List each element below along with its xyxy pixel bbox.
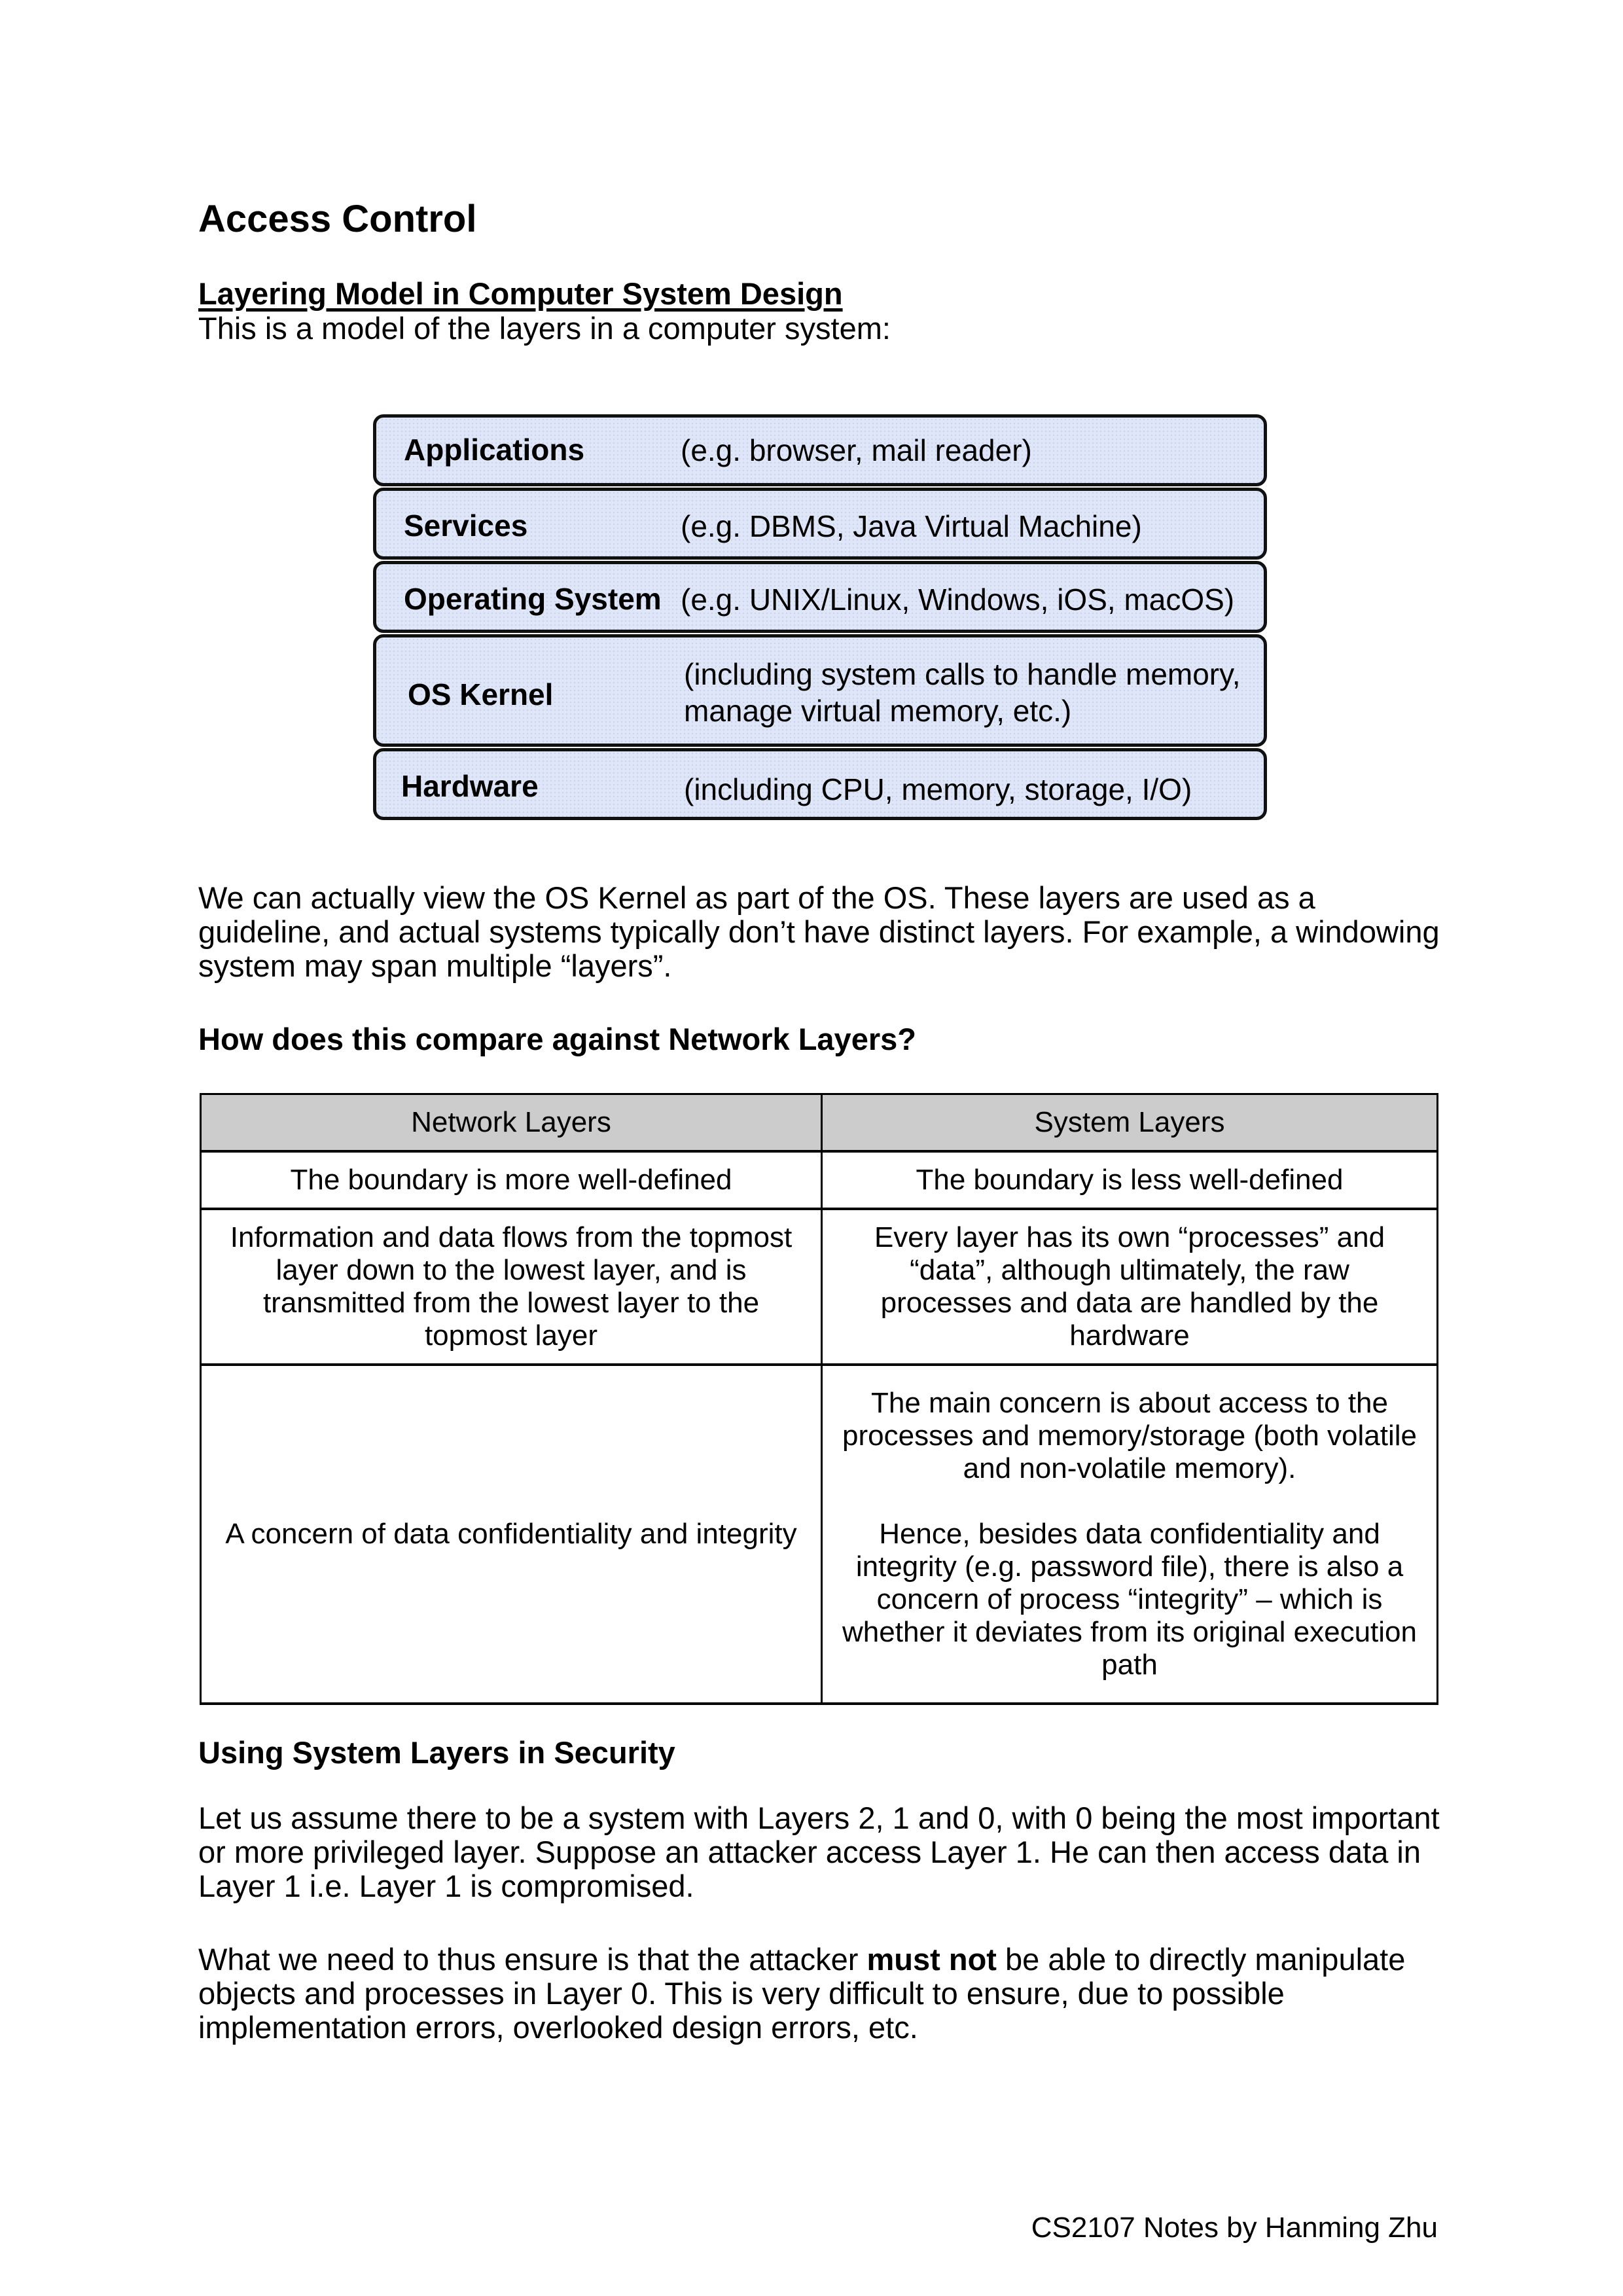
layer-description-line: (including system calls to handle memory, — [684, 657, 1241, 691]
text-run: What we need to thus ensure is that the attacker — [198, 1942, 867, 1977]
layer-name: Operating System — [404, 582, 662, 616]
column-header-network: Network Layers — [201, 1094, 822, 1152]
cell-system: Every layer has its own “processes” and “data”, although ultimately, the raw processes and data are handled by the hardware — [822, 1209, 1438, 1365]
layer-os-kernel — [373, 634, 1267, 747]
layer-diagram — [373, 414, 1267, 821]
page-footer: CS2107 Notes by Hanming Zhu — [1031, 2212, 1438, 2244]
intro-text: This is a model of the layers in a computer system: — [198, 311, 891, 346]
cell-system — [822, 1365, 1438, 1704]
layer-applications — [373, 414, 1267, 486]
cell-network: Information and data flows from the topmost layer down to the lowest layer, and is transmitted from the lowest layer to the topmost layer — [201, 1209, 822, 1365]
paragraph-ensure — [198, 1943, 1442, 2045]
layer-hardware — [373, 748, 1267, 820]
table-row — [201, 1209, 1438, 1365]
layer-operating-system — [373, 561, 1267, 633]
layer-services — [373, 488, 1267, 560]
layer-description: (e.g. DBMS, Java Virtual Machine) — [681, 509, 1142, 543]
layer-description: (e.g. UNIX/Linux, Windows, iOS, macOS) — [681, 583, 1235, 617]
paragraph-assume: Let us assume there to be a system with Layers 2, 1 and 0, with 0 being the most important or more privileged layer. Suppose an attacker access Layer 1. He can then access data in Layer 1 i.e. Layer 1 is compromised. — [198, 1801, 1440, 1903]
layer-name: Applications — [404, 433, 585, 467]
comparison-table — [200, 1093, 1438, 1705]
cell-paragraph: Hence, besides data confidentiality and integrity (e.g. password file), there is also a concern of process “integrity” – which is whether it deviates from its original execution path — [842, 1518, 1417, 1681]
cell-system: The boundary is less well-defined — [822, 1151, 1438, 1209]
page-title: Access Control — [198, 198, 477, 240]
cell-network: The boundary is more well-defined — [201, 1151, 822, 1209]
layer-name: Services — [404, 509, 528, 543]
layer-description: (including CPU, memory, storage, I/O) — [684, 772, 1192, 806]
cell-paragraph: The main concern is about access to the processes and memory/storage (both volatile and non-volatile memory). — [842, 1387, 1417, 1484]
layer-description-line: manage virtual memory, etc.) — [684, 694, 1072, 728]
emphasis-must-not: must not — [866, 1942, 997, 1977]
compare-heading: How does this compare against Network Layers? — [198, 1022, 916, 1056]
cell-network: A concern of data confidentiality and integrity — [201, 1365, 822, 1704]
layer-description — [684, 656, 1240, 729]
table-row — [201, 1151, 1438, 1209]
layer-description: (e.g. browser, mail reader) — [681, 433, 1032, 467]
table-row — [201, 1365, 1438, 1704]
layer-name: Hardware — [401, 769, 539, 803]
paragraph-kernel: We can actually view the OS Kernel as part of the OS. These layers are used as a guideline, and actual systems typically don’t have distinct layers. For example, a windowing system may span multiple “layers”. — [198, 880, 1440, 983]
column-header-system: System Layers — [822, 1094, 1438, 1152]
table-header-row — [201, 1094, 1438, 1152]
security-heading: Using System Layers in Security — [198, 1735, 675, 1770]
text-run: be able to directly manipulate objects and processes in Layer 0. This is very difficult to ensure, due to possible implementation errors, overlooked design errors, etc. — [198, 1942, 1406, 2045]
section-subheading-layering-model: Layering Model in Computer System Design — [198, 276, 843, 311]
layer-name: OS Kernel — [408, 677, 554, 711]
